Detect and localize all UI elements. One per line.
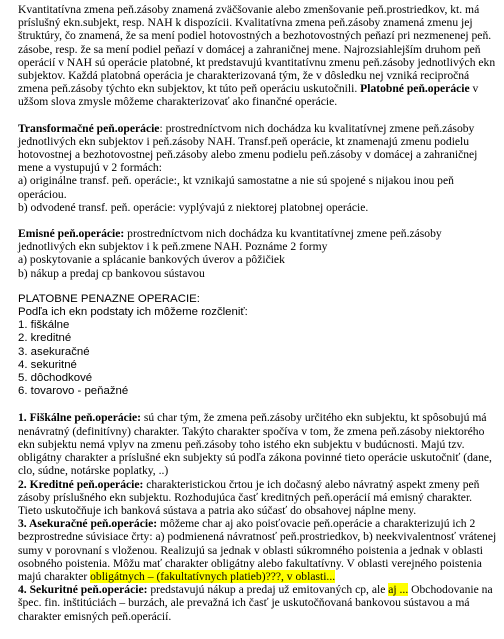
list-item: 1. fiškálne [18,319,70,332]
emisne-text: prostredníctvom nich dochádza ku kvantitatívnej zmene peň.zásoby jednotlivých ekn subjektov i k peň.zmene NAH. Poznáme 2 formy [18,227,442,254]
paragraph-fiskalne [18,411,497,477]
list-item: 3. asekuračné [18,345,90,358]
sekuritne-text-end: Obchodovanie na špec. fin. inštitúciách – burzách, ale prevažná ich časť je uskutočňovaná bankovou sústavou a má charakter emisných peň.operácií. [18,583,493,623]
paragraph-emisne [18,227,497,253]
asekuracne-heading: 3. Asekuračné peň.operácie: [18,517,158,531]
emisne-item-b: b) nákup a predaj cp bankovou sústavou [18,266,205,280]
platobne-intro: Podľa ich ekn podstaty ich môžeme rozčleniť: [18,306,248,319]
emisne-item-a: a) poskytovanie a splácanie bankových úverov a pôžičiek [18,253,285,267]
intro-text: Kvantitatívna zmena peň.zásoby znamená zväčšovanie alebo zmenšovanie peň.prostriedkov, kt. má príslušný ekn.subjekt, resp. NAH k dispozícii. Kvalitatívna zmena peň.zásoby znamená zmenu jej štruktúry, čo znamená, že sa mení podiel hotovostných a bezhotovostných peňazí pri nezmenenej peň. zásobe, resp. že sa mení podiel peňazí v domácej a zahraničnej mene. Najrozsiahlejším druhom peň operácií v NAH sú operácie platobné, kt predstavujú kvantitatívnu zmenu peň.zásoby jednotlivých ekn subjektov. Každá platobná operácia je charakterizovaná tým, že v dôsledku nej vzniká recipročná zmena peň.zásoby týchto ekn subjektov, kt túto peň operáciu uskutočnili. [18,3,496,96]
asekuracne-text: môžeme char aj ako poisťovacie peň.operácie a charakterizujú ich 2 bezprostredne súvisiace črty: a) podmienená návratnosť peň.prostriedkov, b) neekvivalentnosť vrátenej sumy v porovnaní s vloženou. Realizujú sa jednak v oblasti súkromného poistenia a jednak v oblasti osobného poistenia. Môžu mať charakter obligátny alebo fakultatívny. V oblasti verejného poistenia majú charakter [18,517,497,583]
emisne-heading: Emisné peň.operácie: [18,227,125,241]
transformacne-text: : prostredníctvom nich dochádza ku kvalitatívnej zmene peň.zásoby jednotlivých ekn subjektov i peň.zásoby NAH. Transf.peň operácie, kt znamenajú zmenu podielu hotovostnej a bezhotovostnej peň.zásoby alebo zmenu podielu peň.zásoby v domácej a zahraničnej mene a vystupujú v 2 formách: [18,121,478,175]
highlighted-text: obligátnych – (fakultatívnych platieb)???, v oblasti... [90,569,336,583]
transformacne-heading: Transformačné peň.operácie [18,121,160,135]
transformacne-item-a: a) originálne transf. peň. operácie:, kt vznikajú samostatne a nie sú spojené s nijakou inou peň operáciou. [18,174,454,201]
fiskalne-text: sú char tým, že zmena peň.zásoby určitého ekn subjektu, kt spôsobujú má nenávratný (definitívny) charakter. Takýto charakter spočíva v tom, že zmena peň.zásoby niektorého ekn subjektu nemá vplyv na zmenu peň.zásoby toho istého ekn subjektu v budúcnosti. Majú tzv. obligátny charakter a príslušné ekn subjekty sú podľa zákona povinné tieto operácie uskutočniť (dane, clo, súdne, notárske poplatky, ..) [18,411,492,478]
transformacne-item-b: b) odvodené transf. peň. operácie: vyplývajú z niektorej platobnej operácie. [18,200,369,214]
paragraph-intro [18,3,497,109]
fiskalne-heading: 1. Fiškálne peň.operácie: [18,411,142,425]
intro-text-end: v užšom slova zmysle môžeme charakterizovať ako finančné operácie. [18,82,479,109]
sekuritne-text: predstavujú nákup a predaj už emitovaných cp, ale [147,583,389,597]
list-item: 4. sekuritné [18,358,77,371]
list-item: 2. kreditné [18,332,72,345]
list-item: 5. dôchodkové [18,372,93,385]
paragraph-transformacne [18,122,497,175]
platobne-heading: PLATOBNE PENAZNE OPERACIE: [18,292,200,305]
kreditne-text: charakteristickou črtou je ich dočasný alebo návratný aspekt zmeny peň zásoby príslušného ekn subjektu. Rozhodujúca časť kreditných peň.operácií má emisný charakter. Tieto uskutočňuje ich banková sústava a patria ako súčasť do obsahovej náplne meny. [18,477,480,517]
highlighted-text: aj ... [388,583,409,597]
list-item: 6. tovarovo - peňažné [18,385,129,398]
intro-bold-term: Platobné peň.operácie [360,82,470,96]
paragraph-kreditne [18,478,497,518]
paragraph-sekuritne [18,583,497,623]
section-platobne [18,293,497,399]
paragraph-asekuracne [18,517,497,583]
kreditne-heading: 2. Kreditné peň.operácie: [18,477,144,491]
sekuritne-heading: 4. Sekuritné peň.operácie: [18,583,148,597]
platobne-list [18,319,497,398]
